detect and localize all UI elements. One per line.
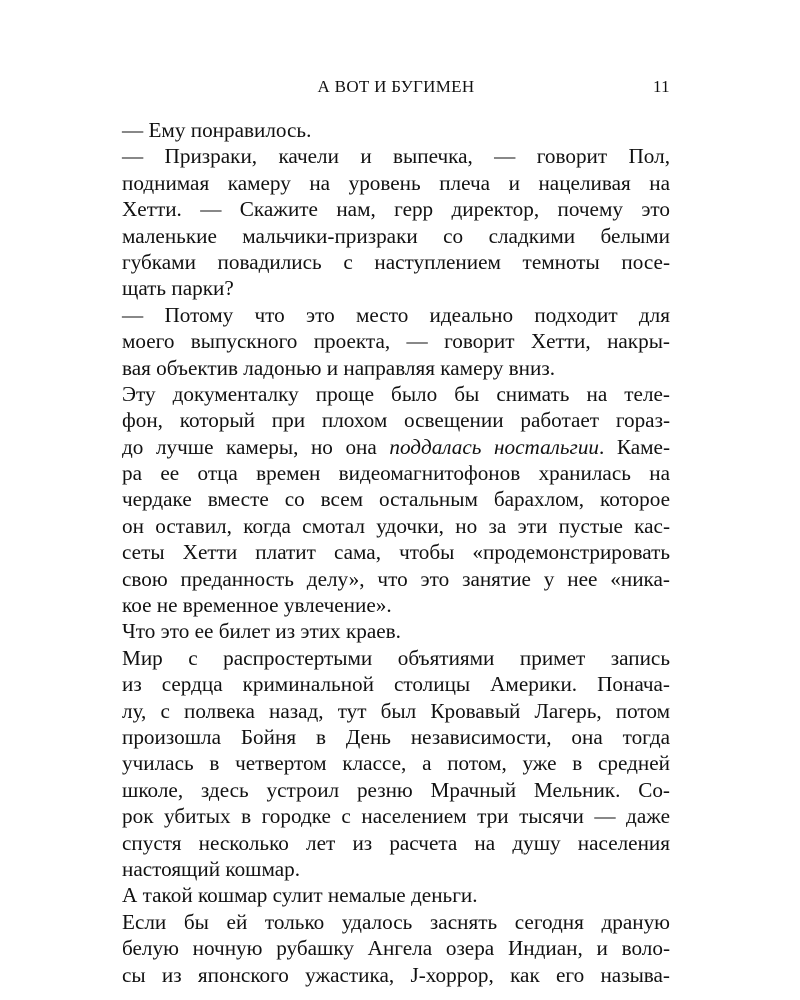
text-line-with-emphasis xyxy=(122,434,670,460)
text-line: кое не временное увлечение». xyxy=(122,593,392,618)
text-line: маленькие мальчики-призраки со сладкими белыми xyxy=(122,223,670,248)
text-fragment: . Каме- xyxy=(599,434,671,459)
text-line: произошла Бойня в День независимости, она тогда xyxy=(122,724,670,749)
text-line: А такой кошмар сулит немалые деньги. xyxy=(122,883,478,908)
text-line: спустя несколько лет из расчета на душу населения xyxy=(122,830,670,855)
paragraph xyxy=(122,645,670,883)
text-line: училась в четвертом классе, а потом, уже в средней xyxy=(122,751,670,776)
text-line: — Потому что это место идеально подходит для xyxy=(122,302,670,327)
text-line: настоящий кошмар. xyxy=(122,856,301,881)
running-head xyxy=(122,77,670,99)
paragraph xyxy=(122,143,670,301)
page-number: 11 xyxy=(653,77,670,96)
text-line: Эту документалку проще было бы снимать на теле- xyxy=(122,381,670,406)
text-line: рок убитых в городке с населением три тысячи — даже xyxy=(122,804,670,829)
text-fragment: до лучше камеры, но она xyxy=(122,434,390,459)
text-line: — Ему понравилось. xyxy=(122,118,312,142)
text-line: Мир с распростертыми объятиями примет запись xyxy=(122,645,670,670)
running-title: А ВОТ И БУГИМЕН xyxy=(317,77,475,96)
paragraph xyxy=(122,882,670,908)
paragraph xyxy=(122,302,670,381)
text-line: белую ночную рубашку Ангела озера Индиан, и воло- xyxy=(122,936,670,961)
emphasized-text: поддалась ностальгии xyxy=(389,434,600,459)
text-line: школе, здесь устроил резню Мрачный Мельник. Со- xyxy=(122,777,670,802)
text-line: Хетти. — Скажите нам, герр директор, почему это xyxy=(122,197,670,222)
text-line: лу, с полвека назад, тут был Кровавый Лагерь, потом xyxy=(122,698,670,723)
text-line: щать парки? xyxy=(122,276,234,301)
text-line: моего выпускного проекта, — говорит Хетти, накры- xyxy=(122,329,670,354)
body-text xyxy=(122,117,670,988)
text-line: фон, который при плохом освещении работает гораз- xyxy=(122,408,670,433)
text-line: Если бы ей только удалось заснять сегодня драную xyxy=(122,909,670,934)
paragraph xyxy=(122,618,670,644)
text-line: губками повадились с наступлением темноты посе- xyxy=(122,249,670,274)
paragraph xyxy=(122,117,670,143)
book-page xyxy=(122,0,670,1000)
text-line: — Призраки, качели и выпечка, — говорит Пол, xyxy=(122,144,670,169)
paragraph xyxy=(122,381,670,619)
text-line: чердаке вместе со всем остальным барахлом, которое xyxy=(122,487,670,512)
text-line: вая объектив ладонью и направляя камеру вниз. xyxy=(122,355,556,380)
text-line: сы из японского ужастика, J-хоррор, как его называ- xyxy=(122,962,670,987)
text-line: поднимая камеру на уровень плеча и нацеливая на xyxy=(122,170,670,195)
text-line: свою преданность делу», что это занятие у нее «ника- xyxy=(122,566,670,591)
text-line: Что это ее билет из этих краев. xyxy=(122,619,401,644)
text-line: сеты Хетти платит сама, чтобы «продемонстрировать xyxy=(122,540,670,565)
text-line: он оставил, когда смотал удочки, но за эти пустые кас- xyxy=(122,513,670,538)
paragraph xyxy=(122,909,670,988)
text-line: из сердца криминальной столицы Америки. Поначa- xyxy=(122,672,670,697)
text-line: ра ее отца времен видеомагнитофонов хранилась на xyxy=(122,461,670,486)
